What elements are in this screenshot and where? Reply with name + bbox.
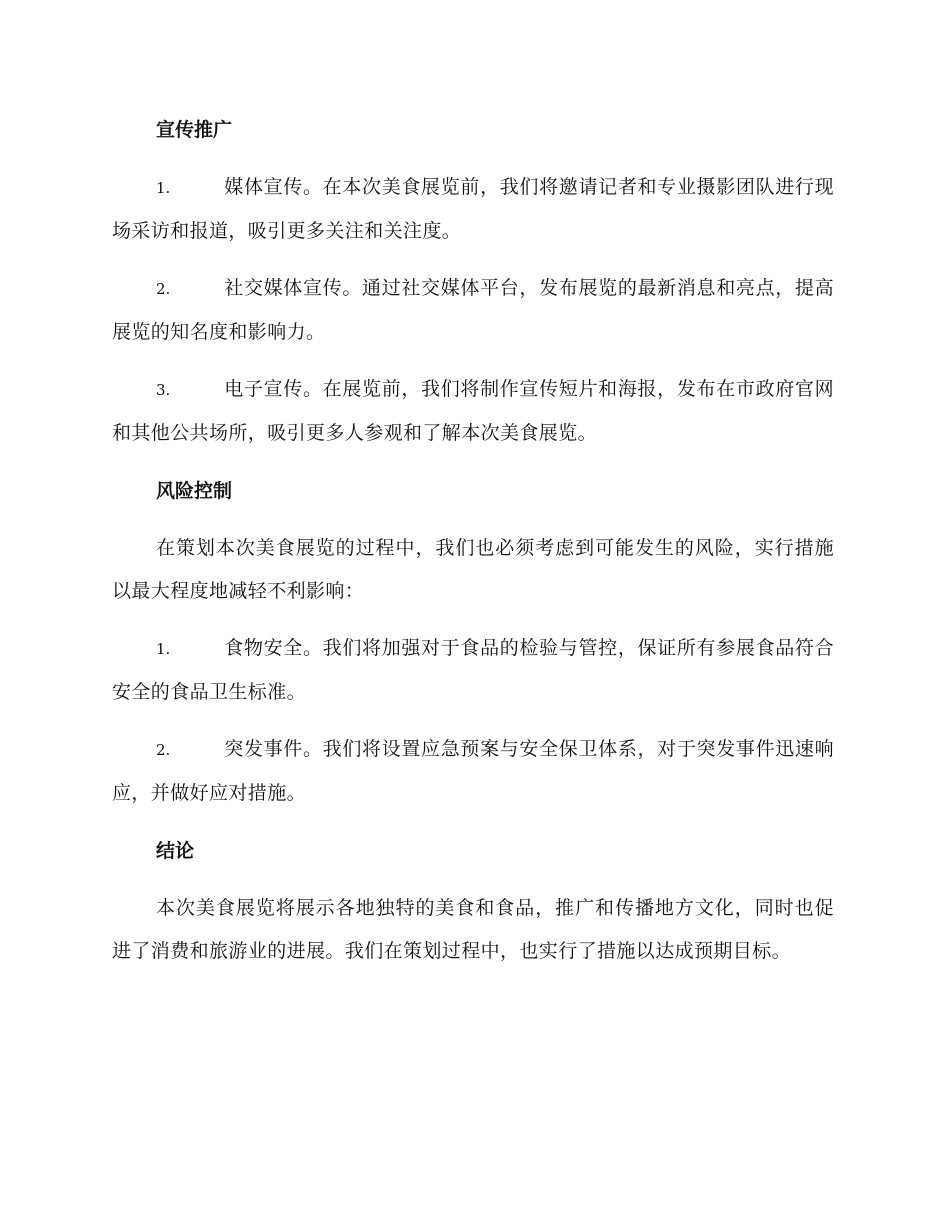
promotion-item-2 (112, 267, 834, 354)
section-heading-conclusion: 结论 (156, 840, 195, 862)
document-page (112, 108, 834, 987)
list-number: 2. (156, 741, 171, 759)
section-heading-promotion: 宣传推广 (156, 119, 233, 141)
risk-intro-paragraph: 在策划本次美食展览的过程中，我们也必须考虑到可能发生的风险，实行措施以最大程度地减轻不利影响： (112, 537, 834, 602)
list-item-text: 食物安全。我们将加强对于食品的检验与管控，保证所有参展食品符合安全的食品卫生标准。 (112, 637, 834, 703)
list-number: 3. (156, 381, 171, 399)
list-item-text: 社交媒体宣传。通过社交媒体平台，发布展览的最新消息和亮点，提高展览的知名度和影响力。 (112, 277, 834, 343)
promotion-item-3 (112, 368, 834, 455)
risk-item-1 (112, 627, 834, 714)
conclusion-paragraph: 本次美食展览将展示各地独特的美食和食品，推广和传播地方文化，同时也促进了消费和旅游业的进展。我们在策划过程中，也实行了措施以达成预期目标。 (112, 897, 834, 962)
list-number: 2. (156, 280, 171, 298)
promotion-item-1 (112, 166, 834, 253)
section-heading-risk: 风险控制 (156, 480, 233, 502)
list-item-text: 媒体宣传。在本次美食展览前，我们将邀请记者和专业摄影团队进行现场采访和报道，吸引更多关注和关注度。 (112, 176, 834, 242)
list-number: 1. (156, 179, 171, 197)
list-number: 1. (156, 640, 171, 658)
risk-item-2 (112, 728, 834, 815)
list-item-text: 突发事件。我们将设置应急预案与安全保卫体系，对于突发事件迅速响应，并做好应对措施。 (112, 738, 834, 804)
list-item-text: 电子宣传。在展览前，我们将制作宣传短片和海报，发布在市政府官网和其他公共场所，吸引更多人参观和了解本次美食展览。 (112, 378, 834, 444)
